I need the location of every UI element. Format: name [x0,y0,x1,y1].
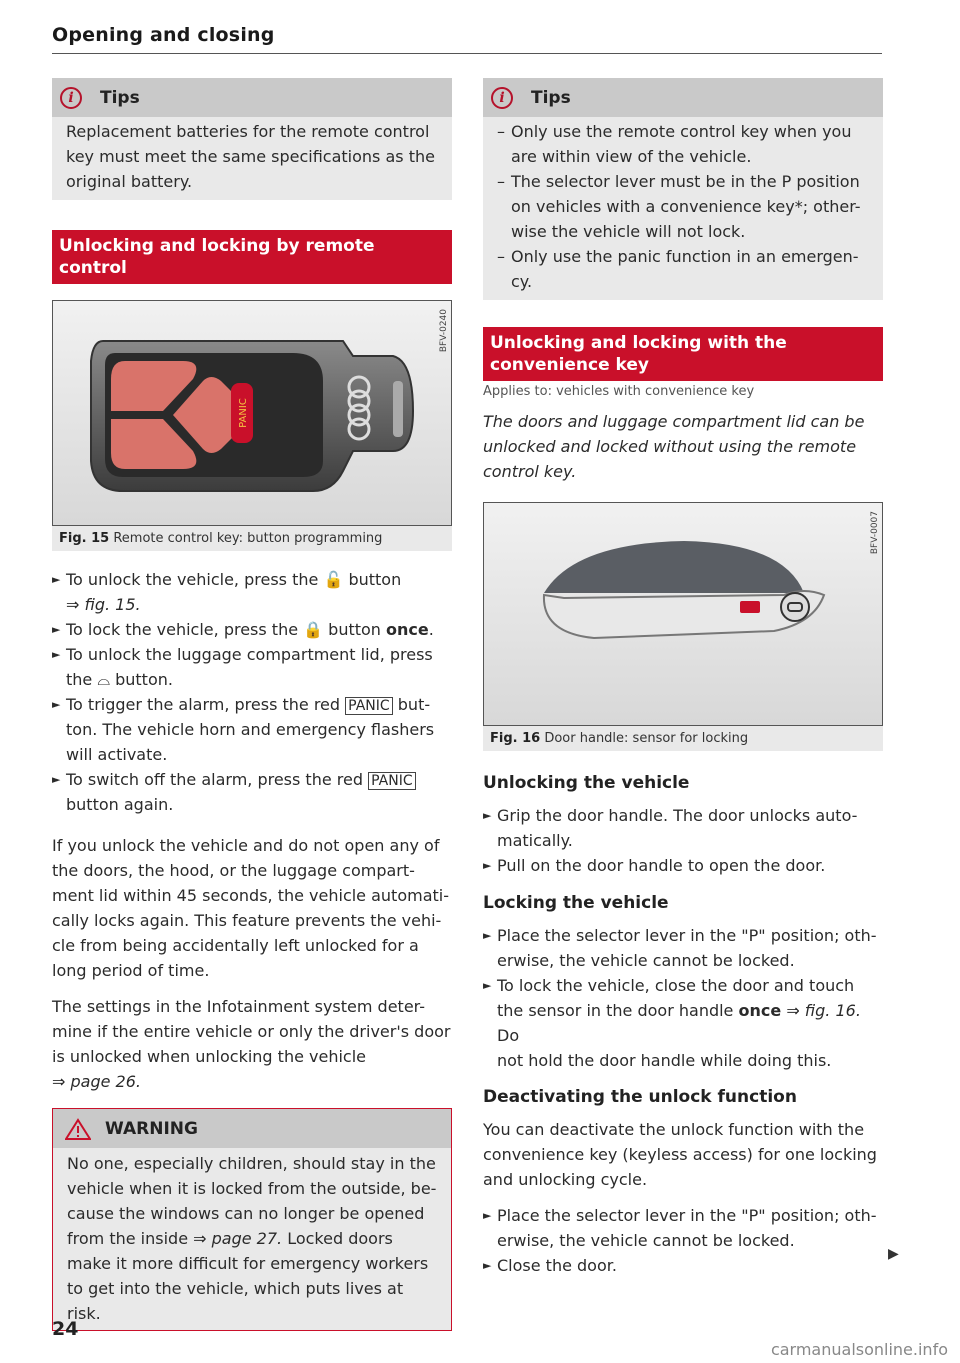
tips-box [483,78,883,300]
caption-text: Door handle: sensor for locking [544,731,749,746]
bullet-text: To lock the vehicle, press the [66,620,299,639]
watermark: carmanualsonline.info [770,1340,948,1359]
next-page-arrow-icon[interactable]: ▶ [888,1246,899,1262]
paragraph-line: cally locks again. This feature prevents the vehi- [52,911,442,930]
paragraph-line: mine if the entire vehicle or only the driver's door [52,1022,451,1041]
unlock-icon: 🔓 [323,570,344,589]
bullet-text: will activate. [66,745,168,764]
page-number: 24 [52,1318,79,1340]
paragraph-line: and unlocking cycle. [483,1170,648,1189]
bullet-text: Close the door. [497,1256,617,1275]
tips-item: – The selector lever must be in the P position on vehicles with a convenience key*; other- wise the vehicle will not lock. [497,169,869,244]
key-slot [393,381,403,437]
panic-key-label: PANIC [368,772,416,790]
paragraph-line: convenience key (keyless access) for one locking [483,1145,877,1164]
punctuation: . [428,620,434,639]
figure-remote-key [52,300,452,526]
lock-cylinder-icon [781,593,809,621]
tips-line: on vehicles with a convenience key*; other- [511,197,861,216]
caption-text: Remote control key: button programming [113,531,383,546]
paragraph-line: the doors, the hood, or the luggage compart- [52,861,415,880]
lock-bullets [483,923,883,1073]
list-item: ► To unlock the luggage compartment lid, press the ⌓ button. [52,645,433,689]
warning-header [53,1109,451,1148]
paragraph-infotainment [52,994,452,1094]
bullet-text: Place the selector lever in the "P" position; oth- [497,926,877,945]
warning-line: vehicle when it is locked from the outside, be- [67,1179,437,1198]
warning-line: cause the windows can no longer be opened [67,1204,425,1223]
tips-line: original battery. [66,172,193,191]
list-item: ► Grip the door handle. The door unlocks auto- matically. [483,803,883,853]
bullet-text: Do [497,1026,520,1045]
paragraph-line: The settings in the Infotainment system deter- [52,997,425,1016]
intro-line: unlocked and locked without using the remote [483,437,857,456]
tips-box [52,78,452,200]
warning-body [53,1148,451,1330]
bullet-text: To lock the vehicle, close the door and touch [497,976,855,995]
tips-title: Tips [100,87,140,108]
bullet-text: Pull on the door handle to open the door. [497,856,826,875]
figure-reference[interactable]: ⇒ fig. 16. [786,1001,861,1020]
list-item: ► To lock the vehicle, close the door and touch the sensor in the door handle once ⇒ fig. 16. Do not hold the door handle while doing this. [483,973,883,1073]
list-item: ► Place the selector lever in the "P" position; oth- erwise, the vehicle cannot be locked. [483,923,883,973]
bullet-text: To trigger the alarm, press the red [66,695,341,714]
tips-line: Replacement batteries for the remote control [66,122,430,141]
tips-line: are within view of the vehicle. [511,147,752,166]
handle-recess [544,541,804,593]
tips-title: Tips [531,87,571,108]
info-icon: i [491,87,513,109]
lock-icon: 🔒 [303,620,324,639]
tips-line: key must meet the same specifications as the [66,147,435,166]
paragraph-line: cle from being accidentally left unlocked for a [52,936,419,955]
paragraph-auto-lock [52,833,452,983]
unlock-bullets [483,803,883,878]
bullet-text: button [348,570,402,589]
figure-door-handle [483,502,883,726]
list-item: ► To trigger the alarm, press the red PANIC but- ton. The vehicle horn and emergency flashers will activate. [52,695,435,764]
bullet-text: the [66,670,93,689]
figure-caption [483,726,883,751]
tips-body [52,117,452,194]
list-item: ► Place the selector lever in the "P" position; oth- erwise, the vehicle cannot be locked. [483,1203,883,1253]
list-item: ► To switch off the alarm, press the red PANIC button again. [52,767,452,817]
paragraph-line: ment lid within 45 seconds, the vehicle automati- [52,886,449,905]
tips-line: Only use the panic function in an emergen- [511,247,859,266]
applies-to-note: Applies to: vehicles with convenience key [483,384,755,399]
remote-key-illustration [53,301,451,525]
trunk-icon: ⌓ [97,670,111,689]
list-item: ► Close the door. [483,1253,883,1278]
warning-icon [65,1118,91,1140]
list-item: ► To unlock the vehicle, press the 🔓 button ⇒ fig. 15. [52,570,402,614]
bold-text: once [738,1001,782,1020]
header-divider [52,53,882,54]
intro-line: The doors and luggage compartment lid can be [483,412,865,431]
warning-text: from the inside [67,1229,189,1248]
warning-box [52,1108,452,1331]
lock-heading: Locking the vehicle [483,893,669,913]
door-handle-illustration [484,503,882,725]
bullet-text: button [328,620,381,639]
caption-number: Fig. 15 [59,531,110,546]
tips-item: – Only use the panic function in an emergen- cy. [497,244,869,294]
intro-line: control key. [483,462,577,481]
bullet-text: button again. [66,795,174,814]
bullet-text: but- [397,695,431,714]
bullet-text: Place the selector lever in the "P" position; oth- [497,1206,877,1225]
page-reference[interactable]: ⇒ page 27. [193,1229,283,1248]
right-column [483,78,883,1278]
bullet-text: To unlock the luggage compartment lid, press [66,645,433,664]
bullet-text: erwise, the vehicle cannot be locked. [497,1231,795,1250]
bold-text: once [386,620,429,639]
tips-item: – Only use the remote control key when you are within view of the vehicle. [497,119,869,169]
lock-sensor [740,601,760,613]
section-heading: Unlocking and locking by remote control [52,230,452,284]
figure-code: BFV-0007 [870,511,880,555]
page-header-title: Opening and closing [52,24,275,46]
paragraph-line: is unlocked when unlocking the vehicle [52,1047,366,1066]
bullet-text: matically. [497,831,573,850]
bullet-text: button. [115,670,173,689]
bullet-text: ton. The vehicle horn and emergency flashers [66,720,435,739]
figure-caption [52,526,452,551]
bullet-text: To switch off the alarm, press the red [66,770,363,789]
page-reference[interactable]: ⇒ page 26. [52,1072,141,1091]
bullet-text: the sensor in the door handle [497,1001,734,1020]
paragraph-line: You can deactivate the unlock function with the [483,1120,865,1139]
door-handle [544,591,824,638]
panic-key-label: PANIC [345,697,393,715]
deactivate-paragraph [483,1117,883,1192]
list-item: ► To lock the vehicle, press the 🔒 button once. [52,620,434,639]
bullet-text: erwise, the vehicle cannot be locked. [497,951,795,970]
bullet-list [52,567,452,817]
caption-number: Fig. 16 [490,731,541,746]
tips-header [52,78,452,117]
bullet-text: To unlock the vehicle, press the [66,570,319,589]
paragraph-line: long period of time. [52,961,210,980]
tips-line: cy. [511,272,533,291]
info-icon: i [60,87,82,109]
warning-line: to get into the vehicle, which puts lives at risk. [67,1279,404,1323]
deactivate-bullets [483,1203,883,1278]
tips-body [483,117,883,294]
warning-text: Locked doors [287,1229,393,1248]
bullet-text: Grip the door handle. The door unlocks auto- [497,806,858,825]
warning-line: No one, especially children, should stay in the [67,1154,436,1173]
warning-title: WARNING [105,1118,198,1139]
warning-line: make it more difficult for emergency workers [67,1254,429,1273]
panic-label: PANIC [238,398,249,428]
tips-header [483,78,883,117]
figure-code: BFV-0240 [439,309,449,353]
deactivate-heading: Deactivating the unlock function [483,1087,797,1107]
section-heading-line: Unlocking and locking with the [490,333,787,353]
left-column [52,78,452,1331]
paragraph-line: If you unlock the vehicle and do not open any of [52,836,440,855]
unlock-heading: Unlocking the vehicle [483,773,690,793]
tips-line: wise the vehicle will not lock. [511,222,746,241]
bullet-line [497,998,883,1048]
warning-line [67,1226,437,1251]
section-heading-line: convenience key [490,355,650,375]
section-heading [483,327,883,381]
tips-line: Only use the remote control key when you [511,122,852,141]
intro-paragraph [483,409,883,484]
tips-line: The selector lever must be in the P position [511,172,860,191]
bullet-text: not hold the door handle while doing this. [497,1051,832,1070]
list-item: ► Pull on the door handle to open the door. [483,853,883,878]
figure-reference[interactable]: ⇒ fig. 15. [66,595,141,614]
